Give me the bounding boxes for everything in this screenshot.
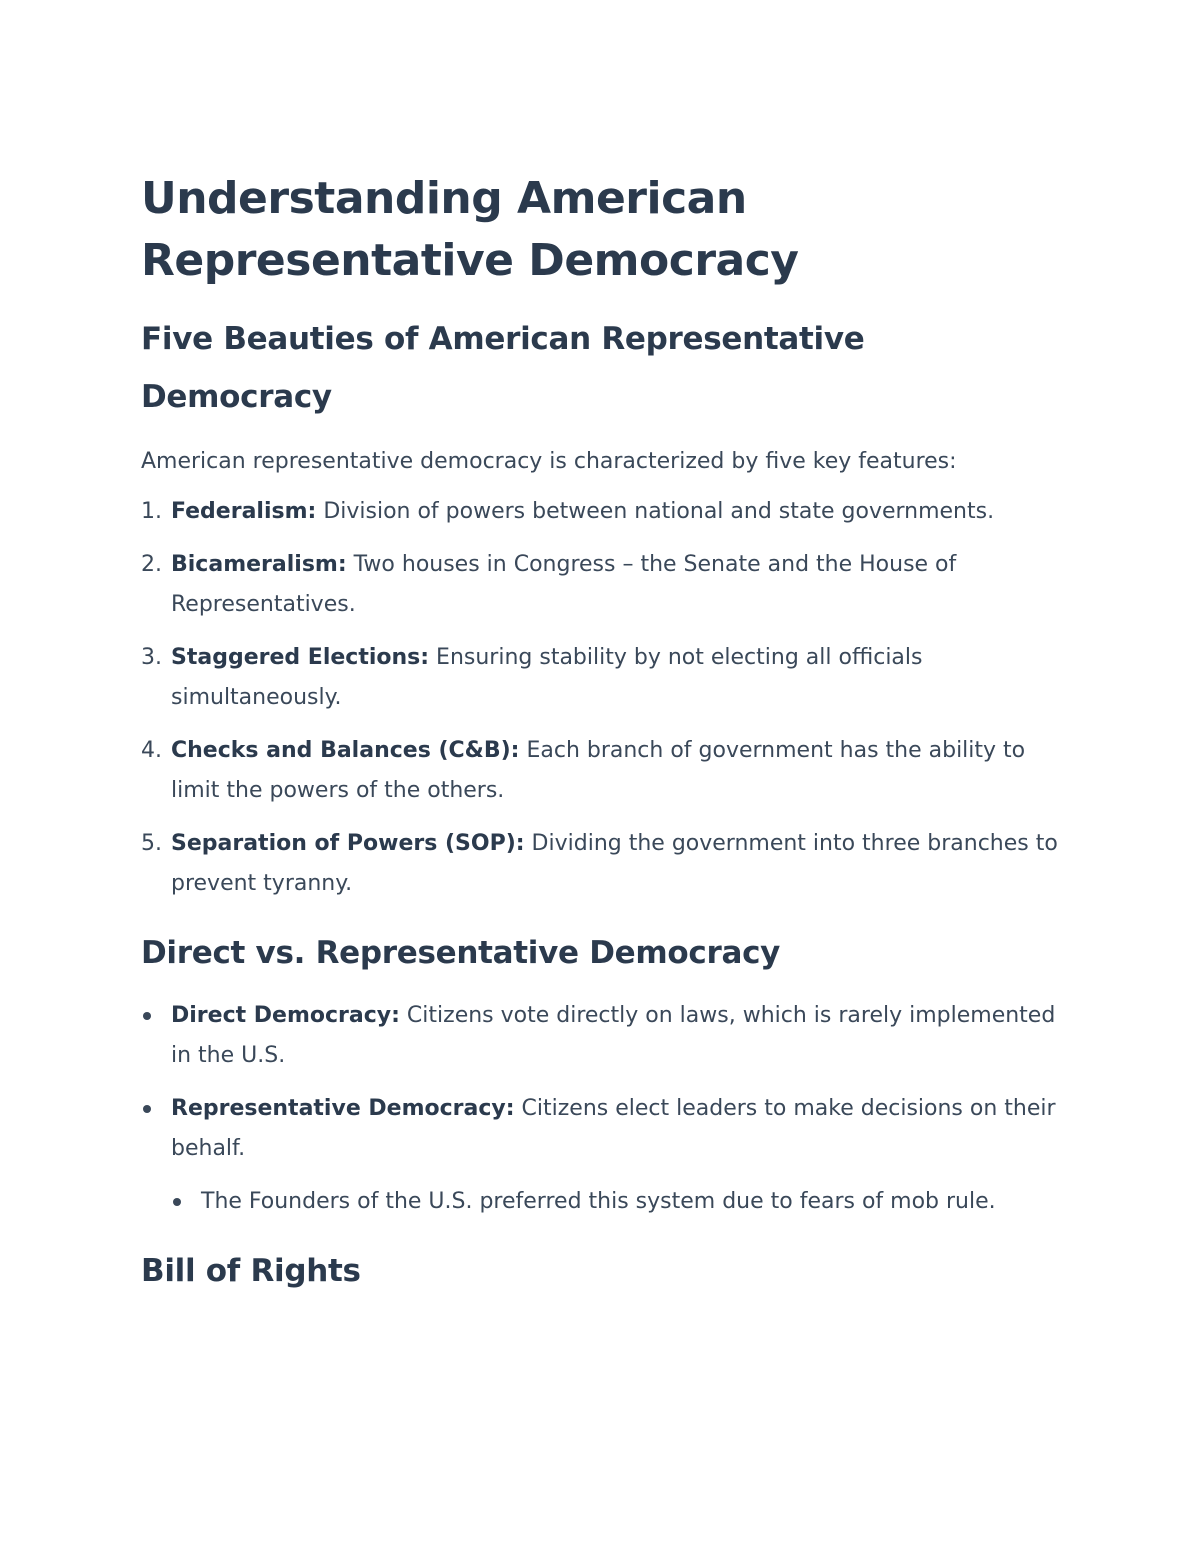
list-number: 2. bbox=[141, 552, 162, 577]
list-item-text: Dividing the government into three branches to prevent tyranny. bbox=[171, 831, 1058, 896]
list-item bbox=[141, 1089, 1061, 1222]
section-heading-bill-of-rights: Bill of Rights bbox=[141, 1253, 361, 1289]
list-item-text: Each branch of government has the ability to limit the powers of the others. bbox=[171, 738, 1026, 803]
document-page bbox=[141, 168, 1061, 1300]
nested-list-item bbox=[171, 1182, 1061, 1222]
nested-list-item-text: The Founders of the U.S. preferred this system due to fears of mob rule. bbox=[201, 1189, 996, 1214]
intro-paragraph: American representative democracy is characterized by five key features: bbox=[141, 449, 957, 474]
list-number: 4. bbox=[141, 738, 162, 763]
list-item bbox=[141, 824, 1061, 904]
list-item bbox=[141, 492, 1061, 532]
list-item-term: Direct Democracy: bbox=[171, 1003, 400, 1028]
list-number: 5. bbox=[141, 831, 162, 856]
list-item-text: Citizens elect leaders to make decisions on their behalf. bbox=[171, 1096, 1056, 1161]
nested-list bbox=[171, 1182, 1061, 1222]
list-item-term: Staggered Elections: bbox=[171, 645, 430, 670]
list-number: 1. bbox=[141, 499, 162, 524]
list-item-text: Citizens vote directly on laws, which is rarely implemented in the U.S. bbox=[171, 1003, 1056, 1068]
bullet-icon bbox=[143, 1012, 151, 1020]
section-heading-five-beauties: Five Beauties of American Representative Democracy bbox=[141, 321, 865, 415]
list-item-text: Division of powers between national and state governments. bbox=[316, 499, 995, 524]
list-item-term: Separation of Powers (SOP): bbox=[171, 831, 525, 856]
democracy-types-list bbox=[141, 996, 1061, 1222]
list-item bbox=[141, 638, 1061, 718]
list-item bbox=[141, 996, 1061, 1076]
list-item-text: Ensuring stability by not electing all officials simultaneously. bbox=[171, 645, 923, 710]
list-item-term: Federalism: bbox=[171, 499, 317, 524]
list-item-term: Representative Democracy: bbox=[171, 1096, 515, 1121]
page-title: Understanding American Representative Democracy bbox=[141, 173, 799, 286]
section-heading-direct-vs-representative: Direct vs. Representative Democracy bbox=[141, 935, 781, 971]
bullet-icon bbox=[143, 1105, 151, 1113]
list-item-term: Bicameralism: bbox=[171, 552, 347, 577]
list-item-text: Two houses in Congress – the Senate and the House of Representatives. bbox=[171, 552, 957, 617]
list-number: 3. bbox=[141, 645, 162, 670]
list-item-term: Checks and Balances (C&B): bbox=[171, 738, 520, 763]
features-list bbox=[141, 492, 1061, 904]
list-item bbox=[141, 731, 1061, 811]
bullet-icon bbox=[173, 1198, 181, 1206]
list-item bbox=[141, 545, 1061, 625]
